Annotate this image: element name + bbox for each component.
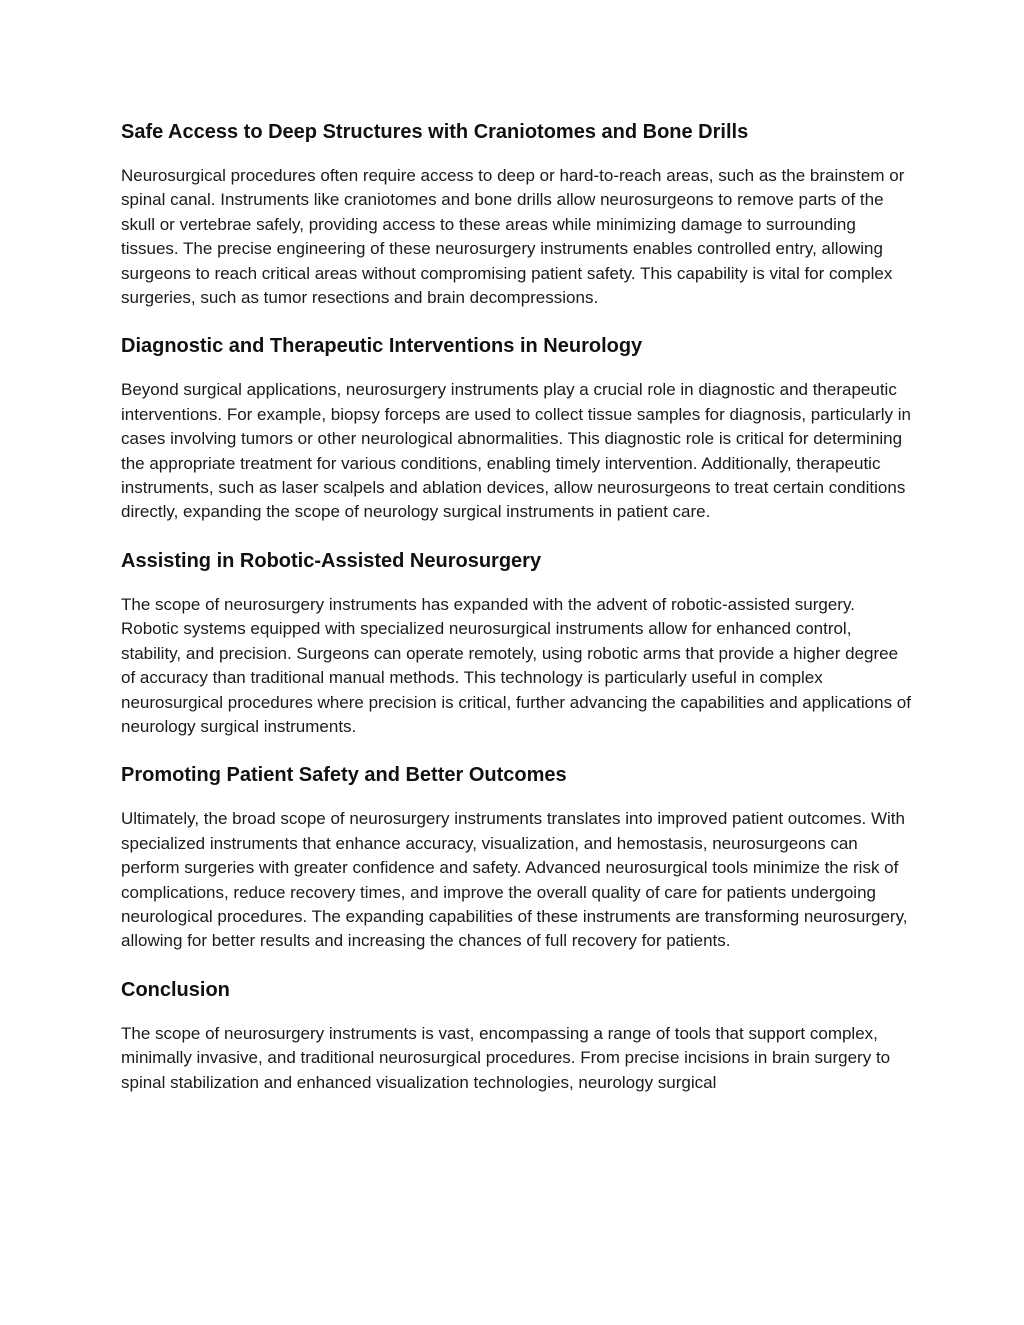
- section-heading: Assisting in Robotic-Assisted Neurosurgery: [121, 549, 542, 572]
- section-robotic-assisted: [121, 547, 911, 739]
- section-heading: Diagnostic and Therapeutic Interventions in Neurology: [121, 335, 643, 358]
- document-page: [121, 118, 911, 1117]
- section-safe-access: [121, 118, 911, 310]
- section-heading: Conclusion: [121, 978, 230, 1001]
- section-heading: Promoting Patient Safety and Better Outcomes: [121, 764, 567, 787]
- section-paragraph: Beyond surgical applications, neurosurgery instruments play a crucial role in diagnostic and therapeutic interventions. For example, biopsy forceps are used to collect tissue samples for diagnosis, particularly in cases involving tumors or other neurological abnormalities. This diagnostic role is critical for determining the appropriate treatment for various conditions, enabling timely intervention. Additionally, therapeutic instruments, such as laser scalpels and ablation devices, allow neurosurgeons to treat certain conditions directly, expanding the scope of neurology surgical instruments in patient care.: [121, 380, 911, 522]
- section-paragraph: Neurosurgical procedures often require access to deep or hard-to-reach areas, such as the brainstem or spinal canal. Instruments like craniotomes and bone drills allow neurosurgeons to remove parts of the skull or vertebrae safely, providing access to these areas while minimizing damage to surrounding tissues. The precise engineering of these neurosurgery instruments enables controlled entry, allowing surgeons to reach critical areas without compromising patient safety. This capability is vital for complex surgeries, such as tumor resections and brain decompressions.: [121, 166, 905, 308]
- section-paragraph: The scope of neurosurgery instruments is vast, encompassing a range of tools that support complex, minimally invasive, and traditional neurosurgical procedures. From precise incisions in brain surgery to spinal stabilization and enhanced visualization technologies, neurology surgical: [121, 1023, 891, 1092]
- section-paragraph: Ultimately, the broad scope of neurosurgery instruments translates into improved patient outcomes. With specialized instruments that enhance accuracy, visualization, and hemostasis, neurosurgeons can perform surgeries with greater confidence and safety. Advanced neurosurgical tools minimize the risk of complications, reduce recovery times, and improve the overall quality of care for patients undergoing neurological procedures. The expanding capabilities of these instruments are transforming neurosurgery, allowing for better results and increasing the chances of full recovery for patients.: [121, 809, 908, 951]
- section-heading: Safe Access to Deep Structures with Craniotomes and Bone Drills: [121, 121, 749, 143]
- section-diagnostic-therapeutic: [121, 332, 911, 524]
- section-patient-safety: [121, 761, 911, 953]
- section-conclusion: [121, 976, 911, 1095]
- section-paragraph: The scope of neurosurgery instruments has expanded with the advent of robotic-assisted surgery. Robotic systems equipped with specialized neurosurgical instruments allow for enhanced control, stability, and precision. Surgeons can operate remotely, using robotic arms that provide a higher degree of accuracy than traditional manual methods. This technology is particularly useful in complex neurosurgical procedures where precision is critical, further advancing the capabilities and applications of neurology surgical instruments.: [121, 594, 911, 736]
